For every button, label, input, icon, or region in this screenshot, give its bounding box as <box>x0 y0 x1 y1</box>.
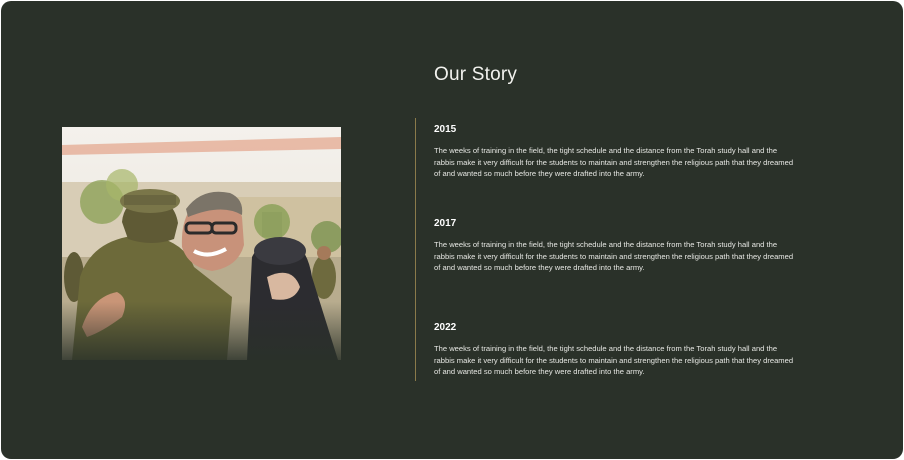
timeline-text: The weeks of training in the field, the tight schedule and the distance from the Torah study hall and the rabbis make it very difficult for the students to maintain and strengthen the religious path that they dreamed of and wanted so much before they were drafted into the army. <box>434 344 794 376</box>
timeline-year: 2017 <box>434 218 457 229</box>
timeline-entry-2022 <box>434 321 794 378</box>
section-title: Our Story <box>434 64 518 85</box>
timeline-entry-2015 <box>434 123 794 180</box>
soldiers-embracing-photo <box>62 127 341 360</box>
timeline-line <box>415 118 416 381</box>
timeline-year: 2022 <box>434 322 457 333</box>
timeline-text: The weeks of training in the field, the tight schedule and the distance from the Torah study hall and the rabbis make it very difficult for the students to maintain and strengthen the religious path that they dreamed of and wanted so much before they were drafted into the army. <box>434 146 794 178</box>
timeline-year: 2015 <box>434 124 457 135</box>
timeline-text: The weeks of training in the field, the tight schedule and the distance from the Torah study hall and the rabbis make it very difficult for the students to maintain and strengthen the religious path that they dreamed of and wanted so much before they were drafted into the army. <box>434 240 794 272</box>
timeline-entry-2017 <box>434 217 794 274</box>
story-section <box>1 1 903 459</box>
photo-illustration <box>62 127 341 360</box>
